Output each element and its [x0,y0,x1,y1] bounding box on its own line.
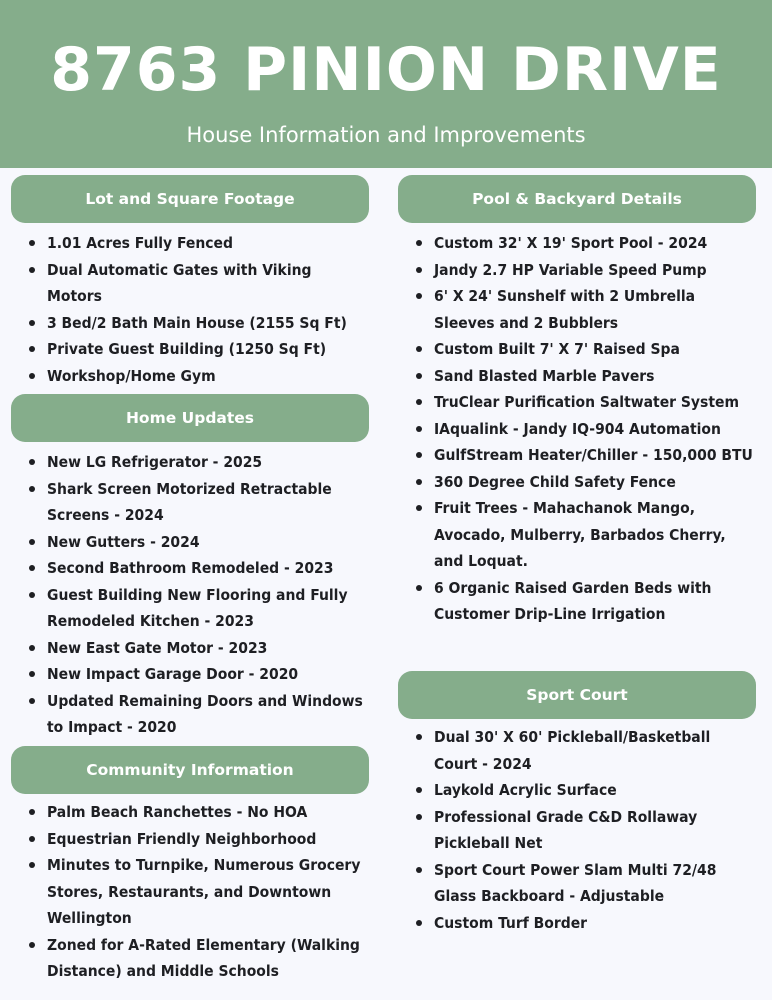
section-home [11,394,369,442]
lot-list-item: 3 Bed/2 Bath Main House (2155 Sq Ft) [11,310,369,337]
sport-list-item: Sport Court Power Slam Multi 72/48 Glass Backboard - Adjustable [398,857,756,910]
section-community [11,746,369,794]
home-list-item: New East Gate Motor - 2023 [11,635,369,662]
home-list-item: New Impact Garage Door - 2020 [11,661,369,688]
pool-list-item: Custom Built 7' X 7' Raised Spa [398,336,756,363]
section-pool [398,175,756,223]
section-heading-community: Community Information [11,746,369,794]
pool-list-item: 6' X 24' Sunshelf with 2 Umbrella Sleeves and 2 Bubblers [398,283,756,336]
pool-list-item: IAqualink - Jandy IQ-904 Automation [398,416,756,443]
lot-list-item: Workshop/Home Gym [11,363,369,390]
list-pool [398,230,756,628]
sport-list-item: Custom Turf Border [398,910,756,937]
community-list-item: Equestrian Friendly Neighborhood [11,826,369,853]
section-heading-pool: Pool & Backyard Details [398,175,756,223]
home-list-item: Shark Screen Motorized Retractable Screens - 2024 [11,476,369,529]
community-list-item: Minutes to Turnpike, Numerous Grocery Stores, Restaurants, and Downtown Wellington [11,852,369,932]
section-sport [398,671,756,719]
list-sport [398,724,756,936]
pool-list-item: Jandy 2.7 HP Variable Speed Pump [398,257,756,284]
home-list-item: Second Bathroom Remodeled - 2023 [11,555,369,582]
lot-list-item: 1.01 Acres Fully Fenced [11,230,369,257]
section-heading-lot: Lot and Square Footage [11,175,369,223]
home-list-item: Updated Remaining Doors and Windows to Impact - 2020 [11,688,369,741]
list-community [11,799,369,985]
lot-list-item: Private Guest Building (1250 Sq Ft) [11,336,369,363]
community-list-item: Palm Beach Ranchettes - No HOA [11,799,369,826]
pool-list-item: Fruit Trees - Mahachanok Mango, Avocado, Mulberry, Barbados Cherry, and Loquat. [398,495,756,575]
sport-list-item: Dual 30' X 60' Pickleball/Basketball Court - 2024 [398,724,756,777]
list-lot [11,230,369,416]
page-title: 8763 PINION DRIVE [50,35,722,105]
page-header [0,0,772,168]
sport-list-item: Laykold Acrylic Surface [398,777,756,804]
home-list-item: New Gutters - 2024 [11,529,369,556]
page-subtitle: House Information and Improvements [186,123,586,147]
pool-list-item: 6 Organic Raised Garden Beds with Customer Drip-Line Irrigation [398,575,756,628]
section-lot [11,175,369,223]
sport-list-item: Professional Grade C&D Rollaway Pickleball Net [398,804,756,857]
section-heading-sport: Sport Court [398,671,756,719]
home-list-item: Guest Building New Flooring and Fully Remodeled Kitchen - 2023 [11,582,369,635]
section-heading-home: Home Updates [11,394,369,442]
list-home [11,449,369,741]
home-list-item: New LG Refrigerator - 2025 [11,449,369,476]
pool-list-item: Custom 32' X 19' Sport Pool - 2024 [398,230,756,257]
pool-list-item: Sand Blasted Marble Pavers [398,363,756,390]
pool-list-item: TruClear Purification Saltwater System [398,389,756,416]
pool-list-item: GulfStream Heater/Chiller - 150,000 BTU [398,442,756,469]
lot-list-item: Dual Automatic Gates with Viking Motors [11,257,369,310]
community-list-item: Zoned for A-Rated Elementary (Walking Distance) and Middle Schools [11,932,369,985]
pool-list-item: 360 Degree Child Safety Fence [398,469,756,496]
